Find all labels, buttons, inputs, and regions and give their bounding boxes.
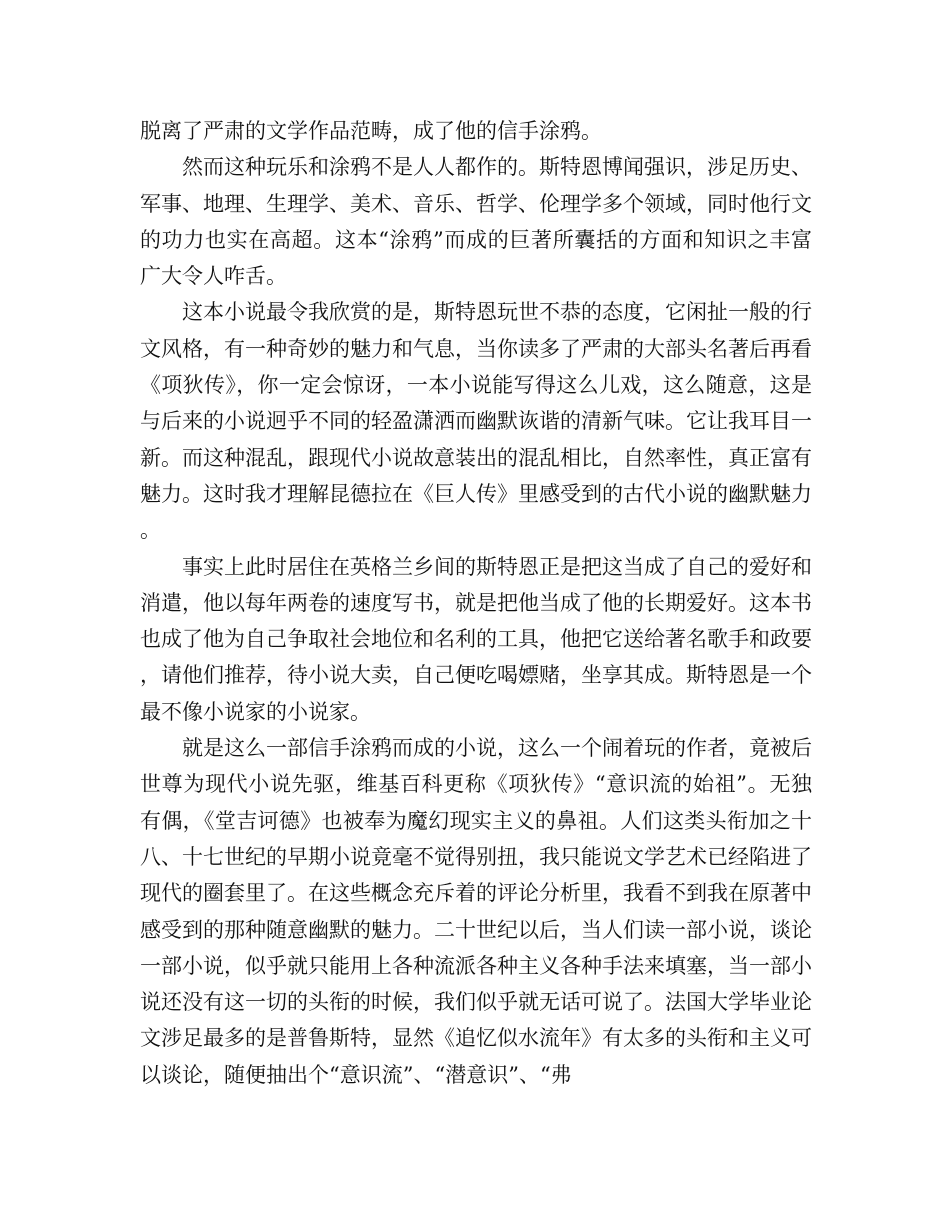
paragraph-3: 这本小说最令我欣赏的是，斯特恩玩世不恭的态度，它闲扯一般的行文风格，有一种奇妙的魅力和气息，当你读多了严肃的大部头名著后再看《项狄传》，你一定会惊讶，一本小说能写得这么儿戏，这么随意，这是与后来的小说迥乎不同的轻盈潇洒而幽默诙谐的清新气味。它让我耳目一新。而这种混乱，跟现代小说故意装出的混乱相比，自然率性，真正富有魅力。这时我才理解昆德拉在《巨人传》里感受到的古代小说的幽默魅力。 xyxy=(140,300,812,543)
paragraph-4: 事实上此时居住在英格兰乡间的斯特恩正是把这当成了自己的爱好和消遣，他以每年两卷的速度写书，就是把他当成了他的长期爱好。这本书也成了他为自己争取社会地位和名利的工具，他把它送给著名歌手和政要，请他们推荐，待小说大卖，自己便吃喝嫖赌，坐享其成。斯特恩是一个最不像小说家的小说家。 xyxy=(140,554,812,724)
document-body xyxy=(140,113,812,1093)
paragraph-5: 就是这么一部信手涂鸦而成的小说，这么一个闹着玩的作者，竟被后世尊为现代小说先驱，维基百科更称《项狄传》“意识流的始祖”。无独有偶，《堂吉诃德》也被奉为魔幻现实主义的鼻祖。人们这类头衔加之十八、十七世纪的早期小说竟毫不觉得别扭，我只能说文学艺术已经陷进了现代的圈套里了。在这些概念充斥着的评论分析里，我看不到我在原著中感受到的那种随意幽默的魅力。二十世纪以后，当人们读一部小说，谈论一部小说，似乎就只能用上各种流派各种主义各种手法来填塞，当一部小说还没有这一切的头衔的时候，我们似乎就无话可说了。法国大学毕业论文涉足最多的是普鲁斯特，显然《追忆似水流年》有太多的头衔和主义可以谈论，随便抽出个“意识流”、“潜意识”、“弗 xyxy=(140,736,812,1087)
paragraph-2: 然而这种玩乐和涂鸦不是人人都作的。斯特恩博闻强识，涉足历史、军事、地理、生理学、美术、音乐、哲学、伦理学多个领域，同时他行文的功力也实在高超。这本“涂鸦”而成的巨著所囊括的方面和知识之丰富广大令人咋舌。 xyxy=(140,155,812,289)
paragraph-1: 脱离了严肃的文学作品范畴，成了他的信手涂鸦。 xyxy=(140,119,602,143)
